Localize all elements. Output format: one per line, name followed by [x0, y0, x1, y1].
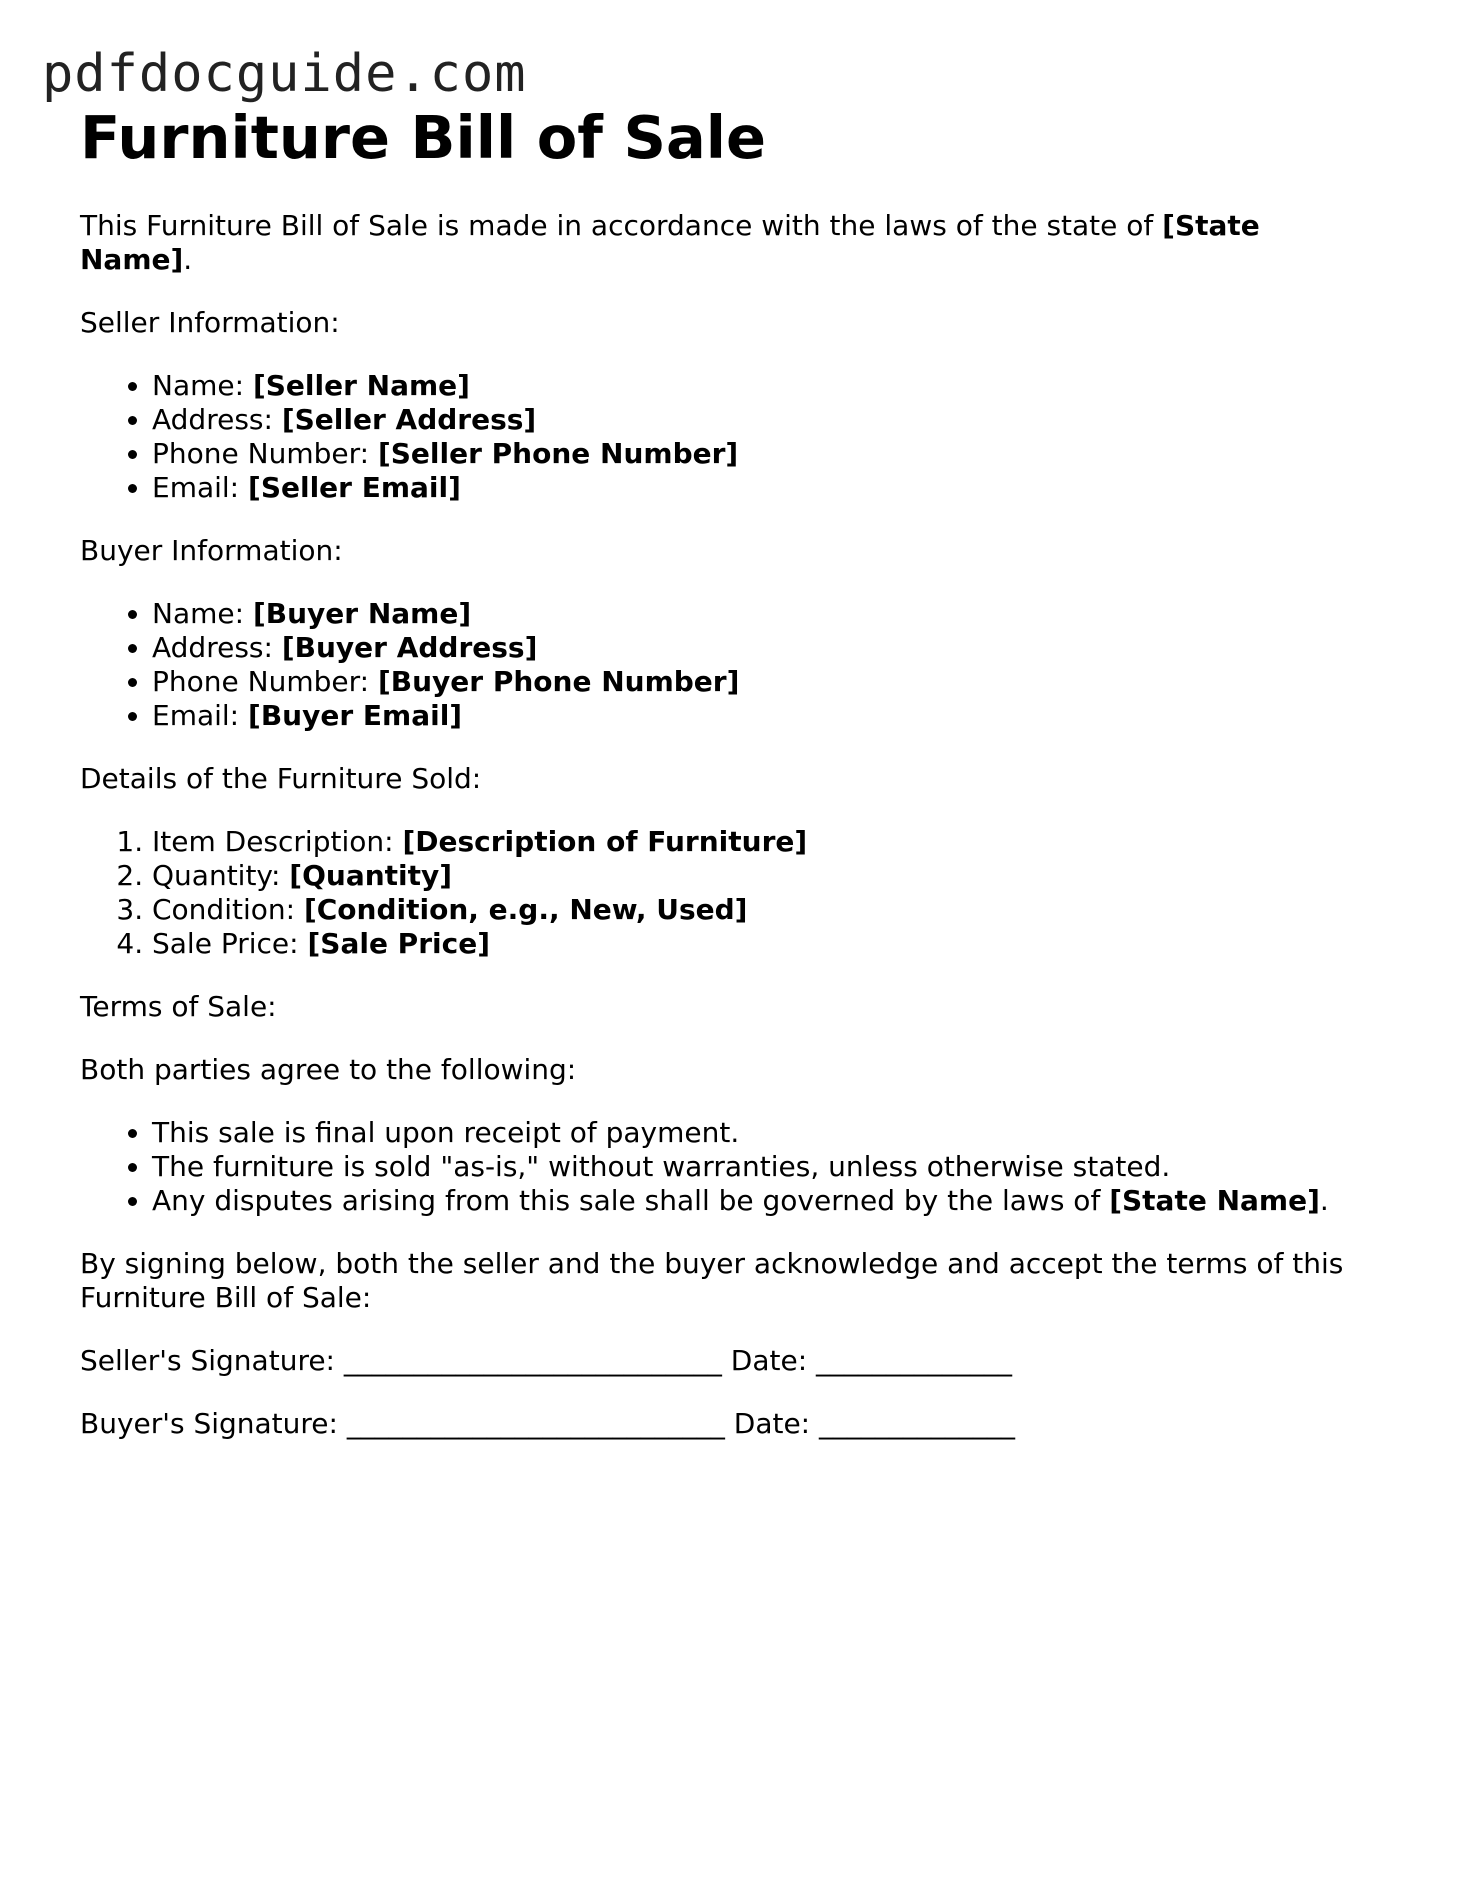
list-item — [152, 893, 1380, 927]
list-item — [152, 699, 1380, 733]
list-item — [152, 927, 1380, 961]
list-item — [152, 597, 1380, 631]
item-value: [Condition, e.g., New, Used] — [303, 893, 748, 926]
item-label: Address: — [152, 403, 282, 436]
watermark-text: pdfdocguide.com — [42, 44, 527, 104]
item-value: [Seller Email] — [248, 471, 461, 504]
item-value: [Buyer Name] — [252, 597, 472, 630]
list-item — [152, 471, 1380, 505]
seller-heading: Seller Information: — [80, 306, 340, 339]
seller-list — [80, 369, 1380, 505]
page-title: Furniture Bill of Sale — [80, 103, 767, 172]
list-item: • The furniture is sold "as-is," without warranties, unless otherwise stated. — [152, 1150, 1380, 1184]
list-item — [152, 631, 1380, 665]
intro-state-placeholder: [State Name] — [80, 209, 1260, 276]
terms-heading: Terms of Sale: — [80, 990, 277, 1023]
list-item — [152, 437, 1380, 471]
list-item: • This sale is final upon receipt of payment. — [152, 1116, 1380, 1150]
furniture-heading: Details of the Furniture Sold: — [80, 762, 482, 795]
item-value: [Description of Furniture] — [402, 825, 808, 858]
item-value: [Buyer Phone Number] — [377, 665, 740, 698]
dispute-state-placeholder: [State Name] — [1109, 1184, 1320, 1217]
list-item — [152, 825, 1380, 859]
intro-end: . — [183, 243, 193, 276]
intro-text: This Furniture Bill of Sale is made in accordance with the laws of the state of — [80, 209, 1163, 242]
item-label: Name: — [152, 369, 253, 402]
item-value: [Seller Name] — [252, 369, 470, 402]
item-value: [Quantity] — [289, 859, 453, 892]
list-item — [152, 403, 1380, 437]
terms-lead: Both parties agree to the following: — [80, 1053, 577, 1086]
item-label: Name: — [152, 597, 253, 630]
buyer-signature-line: Buyer's Signature: ___________________________ Date: ______________ — [80, 1407, 1016, 1440]
dispute-end: . — [1319, 1184, 1329, 1217]
item-label: Address: — [152, 631, 282, 664]
terms-list — [80, 1116, 1380, 1218]
list-item — [152, 369, 1380, 403]
item-label: Email: — [152, 471, 249, 504]
buyer-list — [80, 597, 1380, 733]
item-value: [Seller Phone Number] — [377, 437, 739, 470]
item-value: [Sale Price] — [307, 927, 490, 960]
list-item — [152, 859, 1380, 893]
document-body — [80, 100, 1380, 1441]
item-label: Email: — [152, 699, 249, 732]
buyer-heading: Buyer Information: — [80, 534, 343, 567]
item-value: [Seller Address] — [281, 403, 537, 436]
intro-paragraph — [80, 209, 1380, 277]
list-item — [152, 1184, 1380, 1218]
seller-signature-line: Seller's Signature: ___________________________ Date: ______________ — [80, 1344, 1013, 1377]
dispute-text: Any disputes arising from this sale shall be governed by the laws of — [152, 1184, 1110, 1217]
item-label: Phone Number: — [152, 437, 378, 470]
item-label: Quantity: — [152, 859, 290, 892]
item-label: Phone Number: — [152, 665, 378, 698]
item-value: [Buyer Address] — [281, 631, 538, 664]
item-label: Item Description: — [152, 825, 403, 858]
item-label: Sale Price: — [152, 927, 308, 960]
list-item — [152, 665, 1380, 699]
item-value: [Buyer Email] — [248, 699, 463, 732]
item-label: Condition: — [152, 893, 304, 926]
acknowledgement-paragraph: By signing below, both the seller and the buyer acknowledge and accept the terms of this Furniture Bill of Sale: — [80, 1247, 1344, 1314]
furniture-list — [80, 825, 1380, 961]
